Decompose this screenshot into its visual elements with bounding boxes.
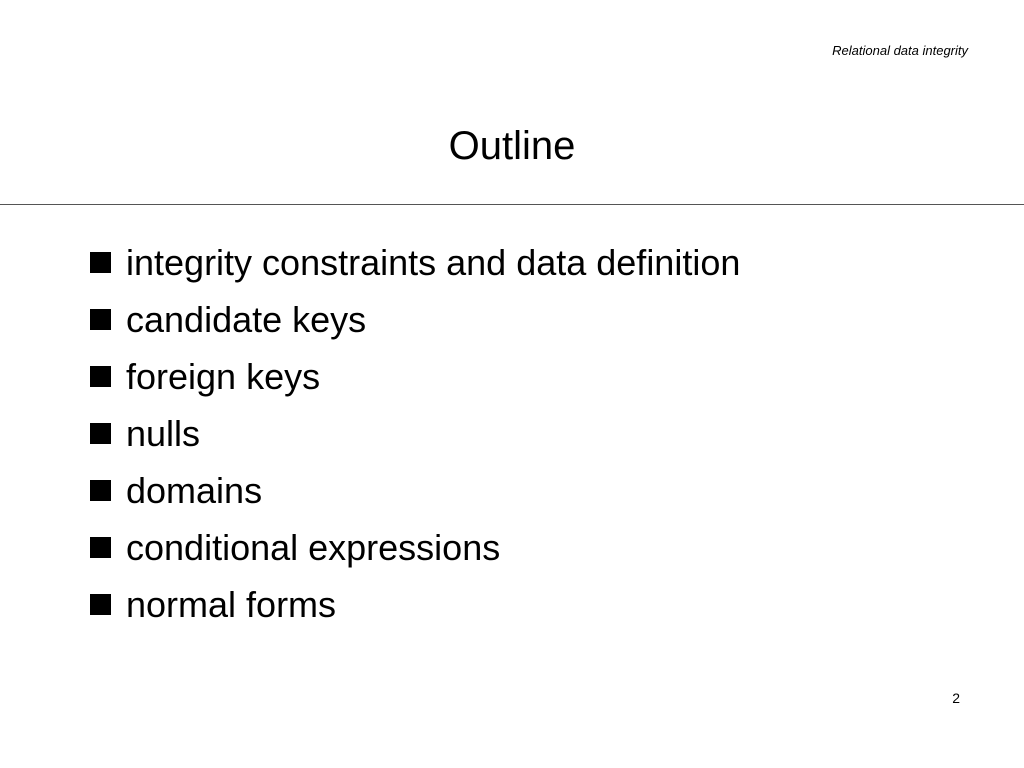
square-bullet-icon	[90, 366, 111, 387]
bullet-item	[90, 291, 740, 348]
square-bullet-icon	[90, 537, 111, 558]
page-number: 2	[952, 690, 960, 706]
title-divider	[0, 204, 1024, 205]
bullet-item	[90, 576, 740, 633]
square-bullet-icon	[90, 594, 111, 615]
bullet-text: foreign keys	[126, 355, 321, 397]
bullet-item	[90, 234, 740, 291]
bullet-item	[90, 462, 740, 519]
square-bullet-icon	[90, 423, 111, 444]
square-bullet-icon	[90, 252, 111, 273]
bullet-list	[90, 234, 740, 633]
bullet-text: domains	[126, 469, 263, 511]
bullet-text: candidate keys	[126, 298, 367, 340]
square-bullet-icon	[90, 309, 111, 330]
bullet-text: normal forms	[126, 583, 337, 625]
header-note: Relational data integrity	[832, 43, 968, 58]
slide-title: Outline	[448, 124, 576, 168]
bullet-text: conditional expressions	[126, 526, 501, 568]
square-bullet-icon	[90, 480, 111, 501]
bullet-item	[90, 348, 740, 405]
bullet-text: integrity constraints and data definition	[126, 241, 741, 283]
bullet-item	[90, 405, 740, 462]
bullet-text: nulls	[126, 412, 201, 454]
bullet-item	[90, 519, 740, 576]
